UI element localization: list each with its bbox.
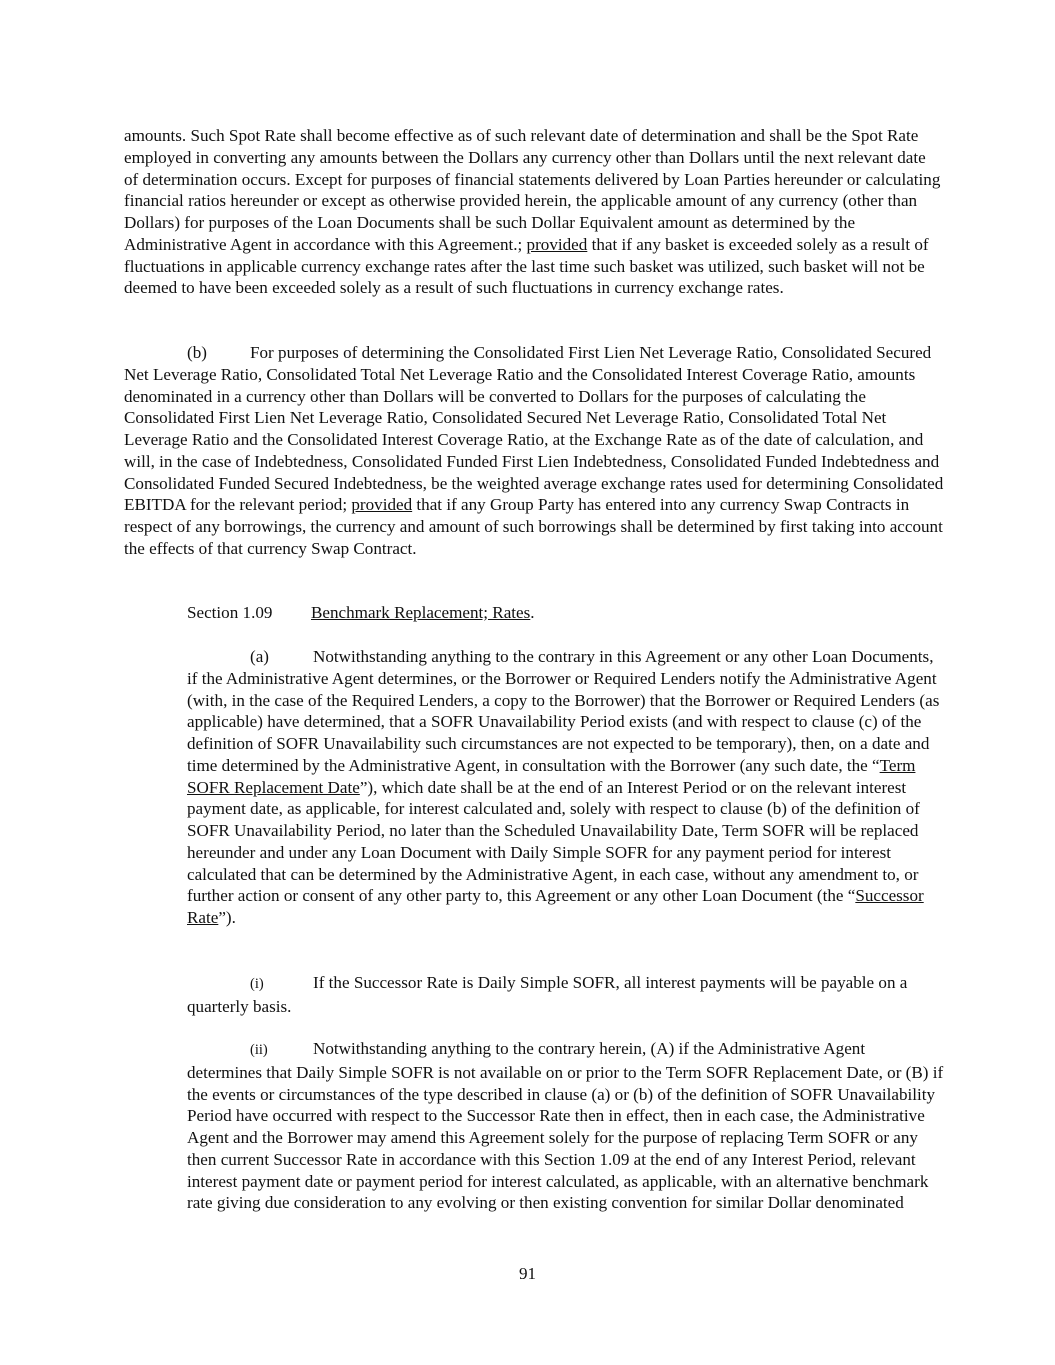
clause-text: Notwithstanding anything to the contrary in this Agreement or any other Loan Documents, if the Administrative Agent determines, or the Borrower or Required Lenders notify the Administrative Agent (with, in the case of the Required Lenders, a copy to the Borrower) that the Borrower or Required Lenders (as applicable) have determined, that a SOFR Unavailability Period exists (and with respect to clause (c) of the definition of SOFR Unavailability such circumstances are not expected to be temporary), then, on a date and time determined by the Administrative Agent, in consultation with the Borrower (any such date, the “ bbox=[187, 647, 940, 775]
paragraph-text: that if any basket is exceeded solely as a result of fluctuations in applicable currency exchange rates after the last time such basket was utilized, such basket will not be deemed to have been exceeded solely as a result of such fluctuations in currency exchange rates. bbox=[124, 234, 929, 298]
section-heading bbox=[124, 602, 944, 624]
defined-term-term-sofr-replacement-date: Term SOFR Replacement Date bbox=[187, 755, 916, 797]
clause-ii bbox=[187, 1038, 944, 1214]
section-title: Benchmark Replacement; Rates bbox=[311, 603, 531, 622]
paragraph-text: amounts. Such Spot Rate shall become effective as of such relevant date of determination and shall be the Spot Rate employed in converting any amounts between the Dollars any currency other than Dollars until the next relevant date of determination occurs. Except for purposes of financial statements delivered by Loan Parties hereunder or calculating financial ratios hereunder or except as otherwise provided herein, the applicable amount of any currency (other than Dollars) for purposes of the Loan Documents shall be such Dollar Equivalent amount as determined by the Administrative Agent in accordance with this Agreement.; bbox=[124, 126, 941, 254]
clause-text: that if any Group Party has entered into any currency Swap Contracts in respect of any borrowings, the currency and amount of such borrowings shall be determined by first taking into account the effects of that currency Swap Contract. bbox=[124, 495, 943, 558]
paragraph-continuation bbox=[124, 125, 944, 299]
defined-term-successor-rate: Successor Rate bbox=[187, 886, 924, 927]
page-number: 91 bbox=[518, 1264, 537, 1283]
clause-b bbox=[124, 342, 944, 560]
provided-term: provided bbox=[526, 234, 588, 254]
clause-text: ”). bbox=[218, 908, 236, 927]
provided-term: provided bbox=[351, 495, 413, 515]
clause-label: (b) bbox=[187, 343, 207, 362]
section-number: Section 1.09 bbox=[187, 603, 273, 622]
clause-text: ”), which date shall be at the end of an Interest Period or on the relevant interest payment date, as applicable, for interest calculated and, solely with respect to clause (b) of the definition of SOFR Unavailability Period, no later than the Scheduled Unavailability Date, Term SOFR will be replaced hereunder and under any Loan Document with Daily Simple SOFR for any payment period for interest calculated that can be determined by the Administrative Agent, in each case, without any amendment to, or further action or consent of any other party to, this Agreement or any other Loan Document (the “ bbox=[187, 777, 920, 906]
clause-label: (i) bbox=[250, 976, 264, 992]
clause-label: (ii) bbox=[250, 1042, 268, 1058]
clause-text: If the Successor Rate is Daily Simple SOFR, all interest payments will be payable on a quarterly basis. bbox=[187, 973, 908, 1016]
clause-a bbox=[187, 646, 944, 929]
clause-text: Notwithstanding anything to the contrary herein, (A) if the Administrative Agent determines that Daily Simple SOFR is not available on or prior to the Term SOFR Replacement Date, or (B) if the events or circumstances of the type described in clause (a) or (b) of the definition of SOFR Unavailability Period have occurred with respect to the Successor Rate then in effect, then in each case, the Administrative Agent and the Borrower may amend this Agreement solely for the purpose of replacing Term SOFR or any then current Successor Rate in accordance with this Section 1.09 at the end of any Interest Period, relevant interest payment date or payment period for interest calculated, as applicable, with an alternative benchmark rate giving due consideration to any evolving or then existing convention for similar Dollar denominated bbox=[187, 1039, 944, 1213]
section-title-period: . bbox=[530, 603, 535, 622]
clause-i bbox=[187, 972, 944, 1018]
clause-text: For purposes of determining the Consolidated First Lien Net Leverage Ratio, Consolidated Secured Net Leverage Ratio, Consolidated Total Net Leverage Ratio and the Consolidated Interest Coverage Ratio, amounts denominated in a currency other than Dollars will be converted to Dollars for the purposes of calculating the Consolidated First Lien Net Leverage Ratio, Consolidated Secured Net Leverage Ratio, Consolidated Total Net Leverage Ratio and the Consolidated Interest Coverage Ratio, at the Exchange Rate as of the date of calculation, and will, in the case of Indebtedness, Consolidated Funded First Lien Indebtedness, Consolidated Funded Indebtedness and Consolidated Funded Secured Indebtedness, be the weighted average exchange rates used for determining Consolidated EBITDA for the relevant period; bbox=[124, 343, 944, 515]
clause-label: (a) bbox=[250, 647, 269, 666]
